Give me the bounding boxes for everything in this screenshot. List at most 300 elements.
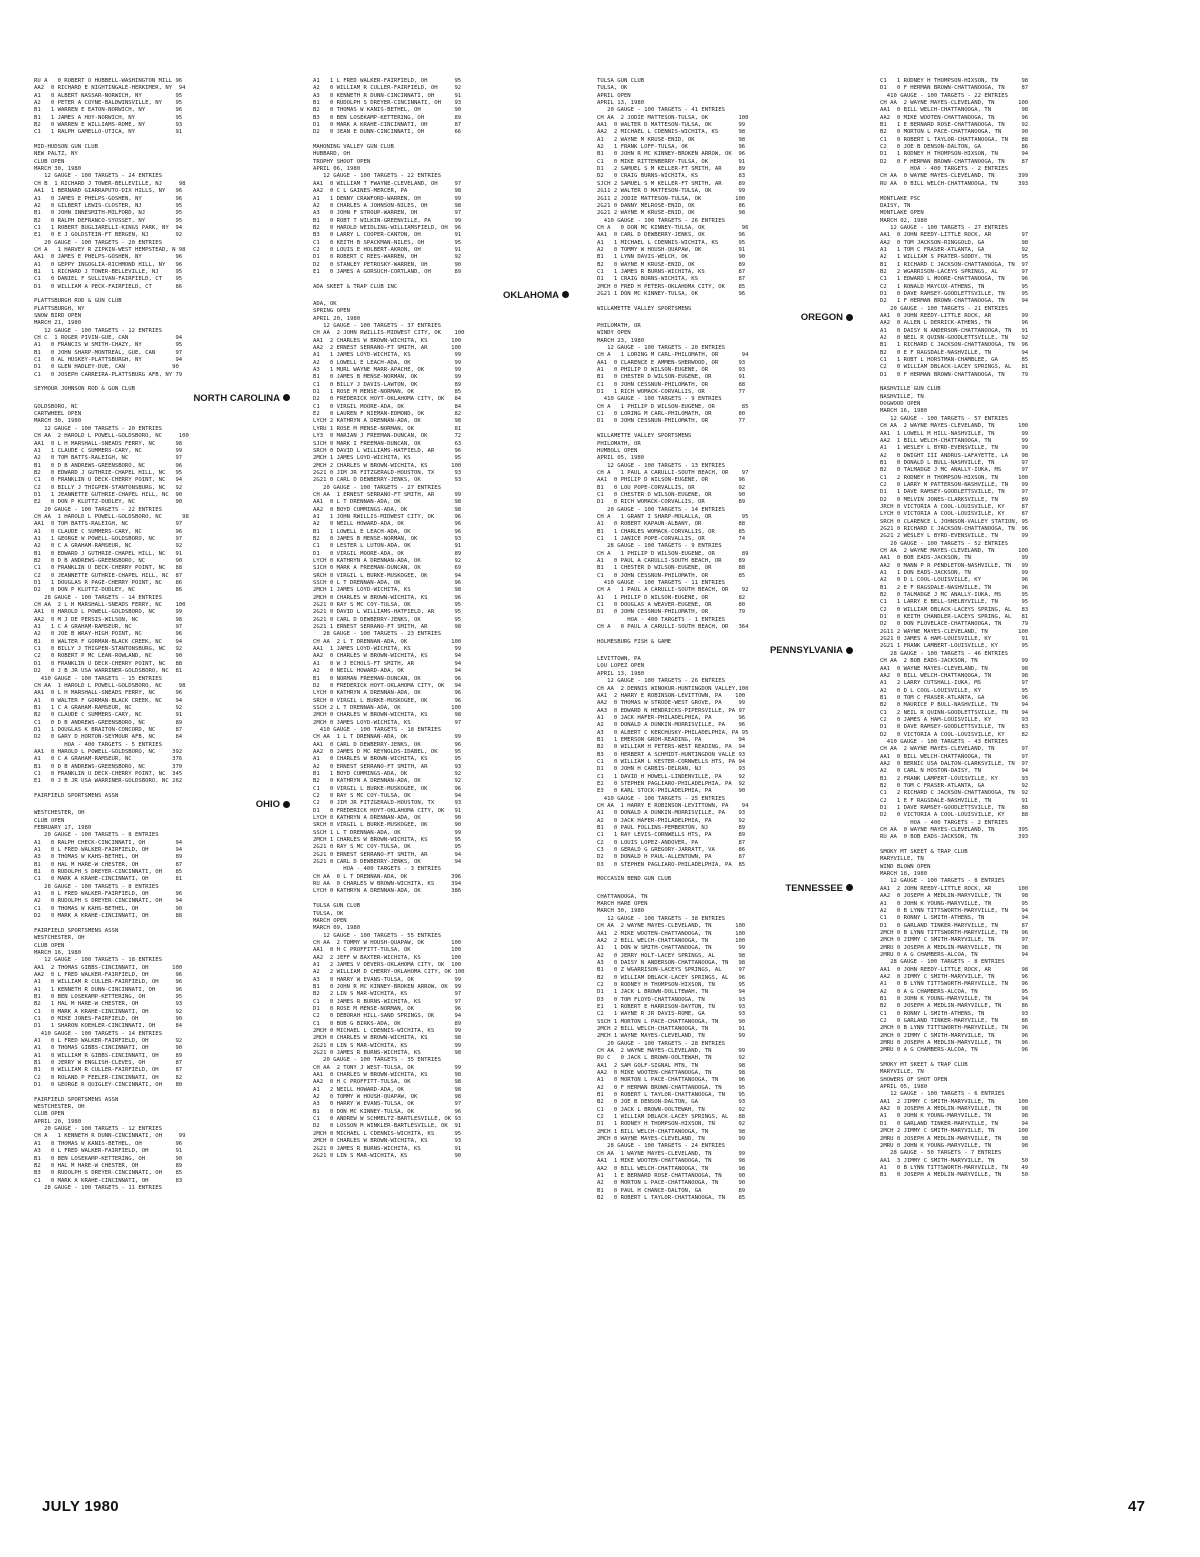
result-line: A1 1 E BERNARD ROSE-CHATTANOOGA, TN 90 (597, 1172, 746, 1179)
result-line: 20 GAUGE - 100 TARGETS - 35 ENTRIES (313, 1057, 441, 1064)
result-line: CLUB OPEN (34, 158, 65, 165)
result-line: B1 0 ROBERT L TAYLOR-CHATTANOOGA, TN 95 (597, 1092, 746, 1099)
result-line: AA2 0 JOSEPH A MEDLIN-MARYVILLE, TN 98 (880, 893, 1029, 900)
results-column-2 (313, 78, 573, 1159)
result-line: C1 0 THOMAS W KAHS-BETHEL, OH 90 (34, 905, 183, 912)
result-line: AA1 1 MIKE WOOTEN-CHATTANOOGA, TN 98 (597, 1158, 746, 1165)
state-name: NORTH CAROLINA (193, 392, 280, 404)
result-line: B1 0 HAL M HARE-W CHESTER, OH 87 (34, 861, 183, 868)
result-line: 2G21 0 CARL D DEWBERRY-JENKS, OK 95 (313, 616, 462, 623)
result-line: B2 0 JOSEPH A MEDLIN-MARYVILLE, TN 86 (880, 1003, 1029, 1010)
result-line: CH AA 1 HAROLD L POWELL-GOLDSBORO, NC 98 (34, 682, 186, 689)
result-line: B1 0 D B ANDREWS-GREENSBORO, NC 370 (34, 763, 183, 770)
result-line: CH A 1 PAUL A CARULLI-SOUTH BEACH, OR 92 (597, 587, 749, 594)
result-line: PHILOMATH, OR (597, 440, 641, 447)
result-line: C1 0 FRANKLIN U DECK-CHERRY POINT, NC 94 (34, 477, 183, 484)
result-line: B3 0 RUDOLPH S DREYER-CINCINNATI, OH 85 (34, 1170, 183, 1177)
result-line: AA1 1 LOWELL M HILL-NASHVILLE, TN 99 (880, 430, 1029, 437)
result-line: C2 1 WILLIAM DBLACK-LACEY SPRINGS, AL 88 (597, 1114, 746, 1121)
result-line: TROPHY SHOOT OPEN (313, 158, 371, 165)
result-line: B2 0 KATHRYN A DRENNAN-ADA, OK 92 (313, 778, 462, 785)
result-line: CH A 0 DON MC KINNEY-TULSA, OK 96 (597, 224, 749, 231)
result-line: A1 0 THOMAS GIBBS-CINCINNATI, OH 90 (34, 1045, 183, 1052)
result-line: SEYMOUR JOHNSON ROD & GUN CLUB (34, 386, 136, 393)
result-line: 12 GAUGE - 100 TARGETS - 38 ENTRIES (597, 915, 725, 922)
result-line: A1 0 FRANCIS W SMITH-CHAZY, NY 95 (34, 342, 183, 349)
state-name: PENNSYLVANIA (769, 645, 843, 657)
result-line: C1 1 RALPH GAMELLO-UTICA, NY 91 (34, 129, 183, 136)
result-line: AA1 0 BOB EADS-JACKSON, TN 99 (880, 555, 1029, 562)
spacer (34, 379, 294, 386)
result-line: 2G21 0 LIN S MAR-WICHITA, KS 90 (313, 1152, 462, 1159)
result-line: 2MCH 0 CHARLES W BROWN-WICHITA, KS 98 (313, 1035, 462, 1042)
result-line: CLUB OPEN (34, 817, 65, 824)
result-line: A1 2 LARRY CUTSHALL-IUKA, MS 97 (880, 680, 1029, 687)
result-line: CLUB OPEN (34, 942, 65, 949)
result-line: LYCH 0 KATHRYN A DRENNAN-ADA, OK 96 (313, 690, 462, 697)
result-line: RU A 0 ROBERT O HUBBELL-WASHINGTON MILL 96 (34, 78, 183, 84)
result-line: C1 1 JANICE POPE-CORVALLIS, OR 74 (597, 535, 746, 542)
result-line: A2 0 B LYNN TITTSWORTH-MARYVILLE, TN 94 (880, 907, 1029, 914)
result-line: LYRU 1 ROSE M MENSE-NORMAN, OK 81 (313, 425, 462, 432)
result-line: A1 0 RALPH CHECK-CINCINNATI, OH 94 (34, 839, 183, 846)
result-line: DOGWOOD OPEN (880, 401, 921, 408)
result-line: D1 1 DAVE RAMSEY-GOODLETTSVILLE, TN 97 (880, 489, 1029, 496)
result-line: C1 0 MARK A KRAHE-CINCINNATI, OH 92 (34, 1008, 183, 1015)
result-line: AA2 0 CHARLES W BROWN-WICHITA, KS 94 (313, 653, 462, 660)
result-line: C1 0 JOHN CESSNUN-PHILOMATH, OR 88 (597, 381, 746, 388)
result-line: SSCH 1 MORTON L PACE-CHATTANOOGA, TN 90 (597, 1018, 746, 1025)
result-line: A2 0 D L COOL-LOUISVILLE, KY 95 (880, 687, 1029, 694)
result-line: 410 GAUGE - 100 TARGETS - 9 ENTRIES (597, 396, 722, 403)
result-line: B1 0 Z WGARRISON-LACEYS SPRINGS, AL 97 (597, 967, 746, 974)
result-line: 2G21 0 CARL D DEWBERRY-JENKS, OK 94 (313, 859, 462, 866)
result-line: B1 1 RICHARD C JACKSON-CHATTANOOGA, TN 97 (880, 261, 1029, 268)
result-line: A1 0 ALBERT NASSAR-NORWICH, NY 95 (34, 92, 183, 99)
result-line: 2MCH 1 BILL WELCH-CHATTANOOGA, TN 98 (597, 1128, 746, 1135)
result-line: HOLMESBURG FISH & GAME (597, 638, 672, 645)
result-line: MARCH HARE OPEN (597, 901, 648, 908)
result-line: A1 1 GEORGE W POWELL-GOLDSBORO, NC 97 (34, 535, 183, 542)
state-heading (597, 646, 857, 656)
result-line: WILLAMETTE VALLEY SPORTSMENS (597, 433, 692, 440)
result-line: SRCH 0 VIRGIL L BURKE-MUSKOGEE, OK 96 (313, 697, 462, 704)
result-line: B3 0 HERBERT A SCHMIDT-HUNTINGDON VALLE 93 (597, 751, 746, 758)
state-heading (34, 394, 294, 404)
result-line: AA2 0 TOM JACKSON-RINGGOLD, GA 98 (880, 239, 1029, 246)
result-line: D2 0 GARY D HORTON-SEYMOUR AFB, NC 84 (34, 734, 183, 741)
result-line: A2 0 D L COOL-LOUISVILLE, KY 96 (880, 577, 1029, 584)
result-line: B2 0 MAURICE P BULL-NASHVILLE, TN 94 (880, 702, 1029, 709)
result-line: AA1 0 HAROLD L POWELL-GOLDSBORO, NC 392 (34, 748, 183, 755)
result-line: CLUB OPEN (34, 1111, 65, 1118)
result-line: ADA SKEET & TRAP CLUB INC (313, 283, 398, 290)
result-line: B1 0 JERRY W ENGLISH-CLEVES, OH 87 (34, 1060, 183, 1067)
result-line: A1 0 GEPPY INGOGLIA-RICHMOND HILL, NY 96 (34, 261, 183, 268)
result-line: C2 0 BILLY J THIGPEN-STANTONSBURG, NC 92 (34, 484, 183, 491)
result-line: HUBBARD, OH (313, 151, 351, 158)
result-line: A2 0 TOMMY W HOUSH-QUAPAW, OK 98 (313, 1094, 462, 1101)
result-line: 2G21 0 JAMES R BURNS-WICHITA, KS 91 (313, 1145, 462, 1152)
result-line: 2MRU 0 JOSEPH A MEDLIN-MARYVILLE, TN 98 (880, 944, 1029, 951)
result-line: C1 0 WILLIAM L KESTER-CORNWELLS HTS, PA 94 (597, 758, 746, 765)
result-line: CHATTANOOGA, TN (597, 893, 648, 900)
result-line: AA1 0 L H MARSHALL-SNEADS FERRY, NC 98 (34, 440, 183, 447)
result-line: 2MCH 0 MICHAEL L CDENNIS-WICHITA, KS 95 (313, 1130, 462, 1137)
result-line: B1 0 NORMAN FREEMAN-DUNCAN, OK 96 (313, 675, 462, 682)
result-line: A2 1 WILLIAM S PRATER-SODDY, TN 95 (880, 254, 1029, 261)
result-line: B1 0 WILLIAM R CULLER-FAIRFIELD, OH 87 (34, 1067, 183, 1074)
result-line: B1 0 RUDOLPH S DREYER-CINCINNATI, OH 93 (313, 100, 462, 107)
result-line: A1 0 PHILIP D WILSON-EUGENE, OR 93 (597, 367, 746, 374)
state-heading (34, 800, 294, 810)
result-line: 2MCH 2 BILL WELCH-CHATTANOOGA, TN 91 (597, 1025, 746, 1032)
results-column-3 (597, 78, 857, 1201)
result-line: TULSA GUN CLUB (597, 78, 645, 84)
result-line: A1 1 L FRED WALKER-FAIRFIELD, OH 95 (313, 78, 462, 84)
bullet-icon (283, 394, 290, 401)
result-line: A1 0 DONALD A DUNKIN-MORRISVILLE, PA 93 (597, 810, 746, 817)
result-line: A2 0 PETER A COYNE-BALDWINSVILLE, NY 95 (34, 100, 183, 107)
result-line: E2 0 LAUREN F NIEMAN-EDMOND, OK 82 (313, 411, 462, 418)
result-line: 410 GAUGE - 100 TARGETS - 11 ENTRIES (597, 580, 725, 587)
result-line: CH AA 2 JODIE MATTESON-TULSA, OK 100 (597, 114, 749, 121)
result-line: A1 0 WILLIAM R GIBBS-CINCINNATI, OH 89 (34, 1052, 183, 1059)
result-line: 28 GAUGE - 100 TARGETS - 24 ENTRIES (597, 1143, 725, 1150)
result-line: C1 0 JACK L BROWN-OOLTEWAH, TN 92 (597, 1106, 746, 1113)
result-line: A1 0 L FRED WALKER-FAIRFIELD, OH 94 (34, 847, 183, 854)
result-line: B2 0 WARREN E WILLIAMS-ROME, NY 93 (34, 122, 183, 129)
result-line: D1 0 FREDERICK HOYT-OKLAHOMA CITY, OK 91 (313, 807, 462, 814)
result-line: AA1 1 BERNARD GIARRAPUTO-DIX HILLS, NY 96 (34, 188, 183, 195)
result-line: D1 1 ROSE M MENSE-NORMAN, OK 85 (313, 389, 462, 396)
result-line: APRIL 05, 1980 (880, 1084, 928, 1091)
result-line: LYCH 0 KATHRYN A DRENNAN-ADA, OK 386 (313, 888, 462, 895)
result-line: AA2 0 BOYD CUMMINGS-ADA, OK 98 (313, 506, 462, 513)
result-line: TULSA, OK (597, 85, 628, 92)
result-line: AA1 0 WAYNE MAYES-CLEVELAND, TN 98 (880, 665, 1029, 672)
result-line: CH AA 2 BOB EADS-JACKSON, TN 99 (880, 658, 1029, 665)
result-line: A2 0 NEILL HOWARD-ADA, OK 94 (313, 668, 462, 675)
result-line: D1 0 GARLAND TINKER-MARYVILLE, TN 94 (880, 1120, 1029, 1127)
result-line: A2 0 C A GRAHAM-RAMSEUR, NC 92 (34, 543, 183, 550)
result-line: B2 1 HAL M HARE-W CHESTER, OH 93 (34, 1001, 183, 1008)
bullet-icon (846, 314, 853, 321)
result-line: B1 0 JOHN R MC KINNEY-BROKEN ARROW, OK 96 (597, 151, 746, 158)
result-line: C1 0 JOHN CESSNUN-PHILOMATH, OR 85 (597, 572, 746, 579)
result-line: WESTCHESTER, OH (34, 935, 85, 942)
result-line: SRCH 0 DAVID L WILLIAMS-HATFIELD, AR 96 (313, 447, 462, 454)
result-line: AA1 2 THOMAS GIBBS-CINCINNATI, OH 100 (34, 964, 183, 971)
result-line: AA1 0 L T DRENNAN-ADA, OK 98 (313, 499, 462, 506)
result-line: A2 0 CARL N HOSTON-DAISY, TN 94 (880, 768, 1029, 775)
result-line: B1 0 CHESTER D WILSON-EUGENE, OR 91 (597, 374, 746, 381)
spacer (313, 137, 573, 144)
result-line: AA2 0 JOSEPH A MEDLIN-MARYVILLE, TN 98 (880, 1106, 1029, 1113)
result-line: A1 1 KENNETH R DUNN-CINCINNATI, OH 96 (34, 986, 183, 993)
result-line: MAHONING VALLEY GUN CLUB (313, 144, 394, 151)
result-line: CH AA 2 TOMMY W HOUSH-QUAPAW, OK 100 (313, 939, 462, 946)
result-line: D1 1 RODNEY H THOMPSON-HIXSON, TN 92 (597, 1121, 746, 1128)
result-line: 2G11 2 JODIE MATTESON-TULSA, OK 100 (597, 195, 746, 202)
result-line: B2 0 JOE B DENSON-DALTON, GA 93 (597, 1099, 746, 1106)
result-line: C2 0 JOE B DENSON-DALTON, GA 86 (880, 144, 1029, 151)
result-line: MARYVILLE, TN (880, 1069, 924, 1076)
result-line: C2 0 JAMES A HAM-LOUISVILLE, KY 93 (880, 716, 1029, 723)
result-line: B2 0 WILLIAM H PETERS-WEST READING, PA 94 (597, 744, 746, 751)
result-line: B3 0 BEN LOSEKAMP-KETTERING, OH 89 (313, 114, 462, 121)
result-line: A1 0 PAUL A CARULLI-SOUTH BEACH, OR 89 (597, 558, 746, 564)
result-line: AA2 0 RICHARD E NIGHTINGALE-HERKIMER, NY 94 (34, 85, 186, 92)
result-line: 20 GAUGE - 100 TARGETS - 28 ENTRIES (597, 1040, 725, 1047)
result-line: 12 GAUGE - 100 TARGETS - 37 ENTRIES (313, 323, 441, 329)
spacer (34, 137, 294, 144)
result-line: AA1 0 JAMES E PHELPS-GOSHEN, NY 96 (34, 254, 183, 261)
result-line: 2G21 0 DANNY MELROSE-ENID, OK 86 (597, 202, 746, 209)
result-line: 20 GAUGE - 100 TARGETS - 20 ENTRIES (34, 239, 162, 246)
result-line: AA1 0 CLARENCE E AMMEN-SHERWOOD, OR 93 (597, 359, 746, 366)
result-line: B1 1 E BERNARD ROSE-CHATTANOOGA, TN 92 (880, 122, 1029, 129)
result-line: D1 0 WILLIAM A PECK-FAIRFIELD, CT 86 (34, 283, 183, 290)
result-line: 12 GAUGE - 100 TARGETS - 6 ENTRIES (880, 1091, 1005, 1098)
spacer (34, 291, 294, 298)
result-line: APRIL 20, 1980 (313, 315, 361, 322)
result-line: D1 0 JOHN CESSNUN-PHILOMATH, OR 77 (597, 418, 746, 425)
result-line: D2 0 STANLEY PETROSKY-WARREN, OH 90 (313, 261, 462, 268)
result-line: E2 0 STEPHEN PAGLIARO-PHILADELPHIA, PA 92 (597, 780, 746, 787)
result-line: RU AA 0 BOB EADS-JACKSON, TN 393 (880, 834, 1029, 841)
result-line: CH AA 1 HAROLD L POWELL-GOLDSBORO, NC 98 (34, 513, 189, 520)
result-line: B2 2 LIN S MAR-WICHITA, KS 97 (313, 991, 462, 998)
result-line: A2 1 FRANK LOFF-TULSA, OK 96 (597, 144, 746, 151)
result-line: A1 1 CLAUDE C SUMMERS-CARY, NC 99 (34, 447, 183, 454)
result-line: 12 GAUGE - 100 TARGETS - 8 ENTRIES (880, 878, 1005, 885)
spacer (34, 921, 294, 928)
result-line: A1 1 DON EADS-JACKSON, TN 99 (880, 570, 1029, 577)
result-line: D2 0 VICTORIA A COOL-LOUISVILLE, KY 82 (880, 731, 1029, 738)
result-line: A1 0 THOMAS W KANIS-BETHEL, OH 96 (34, 1140, 183, 1147)
result-line: 2G21 0 CARL D DEWBERRY-JENKS, OK 93 (313, 477, 462, 484)
result-line: A1 0 L FRED WALKER-FAIRFIELD, OH 92 (34, 1038, 183, 1044)
result-line: E1 0 JAMES A GORSUCH-CORTLAND, OH 89 (313, 268, 462, 275)
result-line: B1 0 PAUL FOLLINS-PEMBERTON, NJ 89 (597, 825, 746, 832)
result-line: B1 1 EMERSON GROH-READING, PA 94 (597, 736, 746, 743)
result-line: HOA - 400 TARGETS - 2 ENTRIES (880, 166, 1008, 173)
result-line: 12 GAUGE - 100 TARGETS - 27 ENTRIES (880, 224, 1008, 231)
result-line: AA1 0 CARL D DEWBERRY-JENKS, OK 96 (597, 232, 746, 239)
spacer (597, 298, 857, 305)
result-line: C2 0 LOUIS E HOLBERT-AKRON, OH 91 (313, 246, 462, 253)
result-line: B2 0 JAMES B MENSE-NORMAN, OK 93 (313, 535, 462, 542)
result-line: C1 0 D B ANDREWS-GREENSBORO, NC 89 (34, 719, 183, 726)
result-line: B1 1 CHARLES WOMACK-CORVALLIS, OR 85 (597, 528, 746, 535)
result-line: AA1 0 CHARLES W BROWN-WICHITA, KS 98 (313, 1072, 462, 1079)
result-line: A3 0 KENNETH R DUNN-CINCINNATI, OH 91 (313, 92, 462, 99)
result-line: 12 GAUGE - 100 TARGETS - 12 ENTRIES (34, 327, 162, 334)
result-line: CH B 1 RICHARD J TOWER-BELLEVILLE, NJ 98 (34, 180, 186, 187)
result-line: D1 0 ROSE M MENSE-NORMAN, OK 96 (313, 1005, 462, 1012)
result-line: B1 0 D B ANDREWS-GREENSBORO, NC 96 (34, 462, 183, 469)
result-line: APRIL 13, 1980 (597, 670, 645, 677)
result-line: 2MCH 0 MICHAEL L CDENNIS-WICHITA, KS 99 (313, 1028, 462, 1034)
result-line: 2MCH 0 FRED H PETERS-OKLAHOMA CITY, OK 85 (597, 283, 746, 290)
result-line: D1 0 GEORGE R QUIGLEY-CINCINNATI, OH 80 (34, 1082, 183, 1089)
result-line: C1 0 RONNY L SMITH-ATHENS, TN 93 (880, 1010, 1029, 1017)
result-line: A1 0 ROBERT KAPAUN-ALBANY, OR 88 (597, 521, 746, 528)
result-line: AA2 0 C L GAINES-MERCER, PA 98 (313, 188, 462, 195)
result-line: CH AA 2 WAYNE MAYES-CLEVELAND, TN 100 (880, 423, 1029, 430)
result-line: B2 0 MORTON L PACE-CHATTANOOGA, TN 90 (880, 129, 1029, 136)
result-line: CH AA 0 WAYNE MAYES-CLEVELAND, TN 399 (880, 173, 1029, 180)
result-line: A1 2 WAYNE M KRUSE-ENID, OK 98 (597, 136, 746, 143)
result-line: SSCH 0 L T DRENNAN-ADA, OK 96 (313, 580, 462, 587)
result-line: C1 0 VIRGIL MOORE-ADA, OK 84 (313, 403, 462, 410)
result-line: D2 0 J B JR USA WARRINER-GOLDSBORO, NC 81 (34, 668, 183, 675)
result-line: C1 0 DANIEL F SULLIVAN-FAIRFIELD, CT 95 (34, 276, 183, 283)
result-line: B1 0 TOM C FRASER-ATLANTA, GA 96 (880, 694, 1029, 701)
result-line: C1 0 MIKE RITTENBERRY-TULSA, OK 91 (597, 158, 746, 165)
result-line: B1 0 EDWARD J GUTHRIE-CHAPEL HILL, NC 91 (34, 550, 183, 557)
result-line: D2 0 FREDERICK HOYT-OKLAHOMA CITY, OK 94 (313, 682, 462, 689)
spacer (597, 631, 857, 638)
result-line: SSCH 2 L T DRENNAN-ADA, OK 100 (313, 704, 462, 711)
result-line: C2 0 LARRY M PATTERSON-NASHVILLE, TN 99 (880, 481, 1029, 488)
result-line: AA1 0 H C PROFFITT-TULSA, OK 100 (313, 947, 462, 954)
result-line: B2 0 E F RAGSDALE-NASHVILLE, TN 94 (880, 349, 1029, 356)
state-name: TENNESSEE (785, 882, 843, 894)
result-line: 2MCH 0 WAYNE MAYES-CLEVELAND, TN 99 (597, 1136, 746, 1143)
result-line: SPRING OPEN (313, 308, 351, 315)
result-line: A2 0 F HERMAN BROWN-CHATTANOOGA, TN 95 (597, 1084, 746, 1091)
result-line: 20 GAUGE - 100 TARGETS - 27 ENTRIES (313, 484, 441, 491)
result-line: B2 0 HAROLD WEIDLING-WILLIAMSFIELD, OH 96 (313, 224, 462, 231)
result-line: AA1 2 HARRY E ROBINSON-LEVITTOWN, PA 100 (597, 692, 746, 699)
result-line: 2G11 2 WALTER D MATTESON-TULSA, OK 99 (597, 188, 746, 195)
result-line: CH A 1 HARVEY R ZIPKIN-WEST HEMPSTEAD, N 98 (34, 246, 186, 253)
result-line: 2MCH 2 JIMMY C SMITH-MARYVILLE, TN 100 (880, 1128, 1029, 1135)
result-line: D1 0 RICH WOMACK-CORVALLIS, OR 89 (597, 499, 746, 506)
result-line: 12 GAUGE - 100 TARGETS - 13 ENTRIES (597, 462, 725, 469)
result-line: SJCH 0 MARK A FREEMAN-DUNCAN, OK 69 (313, 565, 462, 572)
result-line: AA1 0 PHILIP D WILSON-EUGENE, OR 96 (597, 477, 746, 484)
result-line: C1 1 EDWARD L MOORE-CHATTANOOGA, TN 96 (880, 276, 1029, 283)
result-line: B2 0 THOMAS W KANIS-BETHEL, OH 90 (313, 107, 462, 114)
result-line: A1 1 PHILIP D WILSON-EUGENE, OR 82 (597, 594, 746, 601)
bullet-icon (283, 801, 290, 808)
result-line: AA2 0 THOMAS W STRODE-WEST GROVE, PA 99 (597, 700, 746, 707)
result-line: D1 0 JOHN H CARBIS-DELRAN, NJ 93 (597, 766, 746, 773)
result-line: 2G21 0 RAY S MC COY-TULSA, OK 95 (313, 602, 462, 609)
result-line: MARCH 21, 1980 (34, 320, 82, 327)
result-line: CH A 1 PHILIP D WILSON-EUGENE, OR 89 (597, 550, 749, 557)
result-line: D1 1 JEANNETTE GUTHRIE-CHAPEL HILL, NC 90 (34, 491, 183, 498)
result-line: 12 GAUGE - 100 TARGETS - 18 ENTRIES (34, 957, 162, 964)
result-line: A1 0 CLAUDE C SUMMERS-CARY, NC 96 (34, 528, 183, 535)
result-line: CH AA 2 L T DRENNAN-ADA, OK 100 (313, 638, 462, 645)
result-line: C1 0 ROBERT L TAYLOR-CHATTANOOGA, TN 88 (880, 136, 1029, 143)
result-line: 20 GAUGE - 100 TARGETS - 21 ENTRIES (880, 305, 1008, 312)
result-line: D1 0 VIRGIL MOORE-ADA, OK 89 (313, 550, 462, 557)
bullet-icon (562, 291, 569, 298)
result-line: A3 0 L FRED WALKER-FAIRFIELD, OH 91 (34, 1148, 183, 1155)
result-line: C2 0 JEANNETTE GUTHRIE-CHAPEL HILL, NC 87 (34, 572, 183, 579)
result-line: C2 0 JIM JR FITZGERALD-HOUSTON, TX 93 (313, 800, 462, 807)
result-line: SMOKY MT SKEET & TRAP CLUB (880, 1062, 968, 1069)
result-line: D2 0 DON P KLUTTZ-DUDLEY, NC 86 (34, 587, 183, 594)
result-line: LYCH 0 KATHRYN A DRENNAN-ADA, OK 92 (313, 558, 462, 564)
result-line: C1 2 RODNEY H THOMPSON-HIXSON, TN 100 (880, 474, 1029, 481)
result-line: AA1 0 JOHN REEDY-LITTLE ROCK, AR 98 (880, 966, 1029, 973)
result-line: 2MCH 1 JAMES LOYD-WICHITA, KS 95 (313, 455, 462, 462)
result-line: A1 0 B LYNN TITTSWORTH-MARYVILLE, TN 49 (880, 1164, 1029, 1171)
result-line: D1 0 GARLAND TINKER-MARYVILLE, TN 87 (880, 922, 1029, 929)
result-line: AA1 0 WALTER D MATTESON-TULSA, OK 99 (597, 122, 746, 129)
result-line: HOA - 400 TARGETS - 3 ENTRIES (313, 866, 441, 873)
result-line: D2 0 VICTORIA A COOL-LOUISVILLE, KY 88 (880, 812, 1029, 819)
result-line: A2 0 MORTON L PACE-CHATTANOOGA, TN 90 (597, 1180, 746, 1187)
result-line: HUMBOLL OPEN (597, 447, 638, 454)
result-line: A2 0 ERNEST SERRANO-FT SMITH, AR 93 (313, 763, 462, 770)
result-line: AA2 0 BILL WELCH-CHATTANOOGA, TN 98 (880, 672, 1029, 679)
result-line: 28 GAUGE - 100 TARGETS - 14 ENTRIES (34, 594, 162, 601)
result-line: MARCH 02, 1980 (880, 217, 928, 224)
result-line: A2 0 GILBERT LEWIS-CLOSTER, NJ 95 (34, 202, 183, 209)
result-line: A2 0 DWIGHT III ANDRUS-LAFAYETTE, LA 98 (880, 452, 1029, 459)
result-line: B2 0 TOM C FRASER-ATLANTA, GA 92 (880, 783, 1029, 789)
result-line: D2 0 CRAIG BURNS-WICHITA, KS 83 (597, 173, 746, 180)
result-line: C2 0 ROLAND P FEELER-CINCINNATI, OH 82 (34, 1074, 183, 1081)
result-line: AA1 2 SAM GOLF-SIGNAL MTN, TN 98 (597, 1062, 746, 1069)
result-line: WIND BLOWN OPEN (880, 863, 931, 870)
result-line: B2 0 CLAUDE C SUMMERS-CARY, NC 91 (34, 712, 183, 719)
result-line: CH AA 2 HAROLD L POWELL-GOLDSBORO, NC 100 (34, 433, 189, 440)
state-name: OKLAHOMA (503, 289, 559, 301)
result-line: MARCH 23, 1980 (597, 337, 645, 344)
result-line: 20 GAUGE - 100 TARGETS - 12 ENTRIES (34, 1126, 162, 1133)
result-line: D3 0 STEPHEN PAGLIARO-PHILADELPHIA, PA 85 (597, 861, 746, 868)
result-line: 12 GAUGE - 100 TARGETS - 24 ENTRIES (34, 173, 162, 180)
state-name: OREGON (800, 312, 843, 323)
result-line: CH AA 2 WAYNE MAYES-CLEVELAND, TN 99 (597, 1048, 746, 1054)
result-line: 2MCH 0 B LYNN TITTSWORTH-MARYVILLE, TN 96 (880, 1025, 1029, 1032)
result-line: AA2 0 JAMES D MC REYNOLDS-IDABEL, OK 95 (313, 748, 462, 755)
result-line: C2 0 RAY S MC COY-TULSA, OK 94 (313, 793, 462, 799)
result-line: C1 1 RODNEY H THOMPSON-HIXSON, TN 98 (880, 78, 1029, 84)
result-line: AA2 0 JIMMY C SMITH-MARYVILLE, TN 96 (880, 973, 1029, 980)
result-line: D1 0 DAVE RAMSEY-GOODLETTSVILLE, TN 83 (880, 724, 1029, 731)
result-line: C2 0 WILLIAM DBLACK-LACEY SPRINGS, AL 81 (880, 364, 1029, 371)
result-line: 410 GAUGE - 100 TARGETS - 18 ENTRIES (313, 726, 441, 733)
result-line: B1 0 PAUL H CHANCE-DALTON, GA 89 (597, 1187, 746, 1194)
state-heading (313, 291, 573, 301)
result-line: 2MCH 1 WAYNE MAYES-CLEVELAND, TN 99 (597, 1033, 746, 1040)
result-line: CH AA 2 JOHN RWILLIS-MIDWEST CITY, OK 100 (313, 330, 465, 337)
result-line: 2MCH 0 JIMMY C SMITH-MARYVILLE, TN 96 (880, 1032, 1029, 1039)
spacer (313, 896, 573, 903)
result-line: 2G21 0 JAMES A HAM-LOUISVILLE, KY 91 (880, 636, 1029, 643)
result-line: E3 0 KARL STOCK-PHILADELPHIA, PA 90 (597, 788, 746, 795)
result-line: C1 1 JAMES R BURNS-WICHITA, KS 87 (597, 268, 746, 275)
result-line: B1 0 BEN LOSEKAMP-KETTERING, OH 95 (34, 993, 183, 1000)
result-line: A1 1 DENNY CRAWFORD-WARREN, OH 99 (313, 195, 462, 202)
result-line: AA1 2 MIKE WOOTEN-CHATTANOOGA, TN 100 (597, 930, 746, 937)
result-line: CH A 1 PAUL A CARULLI-SOUTH BEACH, OR 97 (597, 469, 749, 476)
result-line: 2G21 1 FRANK LAMBERT-LOUISVILLE, KY 95 (880, 643, 1029, 650)
result-line: 2MCH 1 CHARLES W BROWN-WICHITA, KS 95 (313, 837, 462, 844)
result-line: B1 0 JOHN INNESMITH-MILFORD, NJ 95 (34, 210, 183, 217)
result-line: 20 GAUGE - 100 TARGETS - 41 ENTRIES (597, 107, 725, 114)
result-line: AA1 0 L H MARSHALL-SNEADS FERRY, NC 96 (34, 690, 183, 697)
